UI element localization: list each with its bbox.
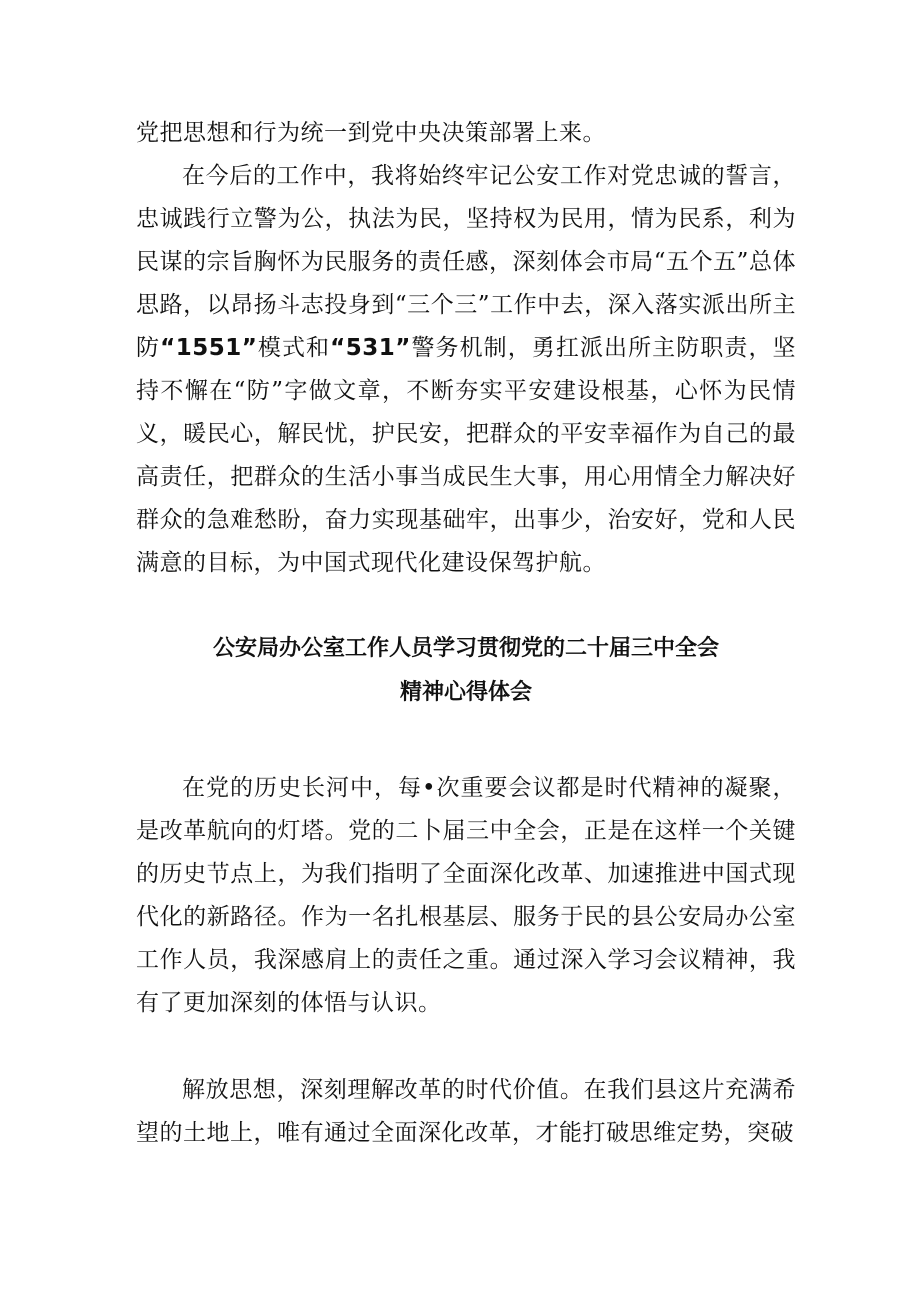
- paragraph-2-part-3: 警务机制，勇扛派出所主防职责，坚持不懈在“防”字做文章，不断夯实平安建设根基，心怀为民情义，暖民心，解民忧，护民安，把群众的平安幸福作为自己的最高责任，把群众的生活小事当成民生大事，用心用情全力解决好群众的急难愁盼，奋力实现基础牢，出事少，治安好，党和人民满意的目标，为中国式现代化建设保驾护航。: [136, 335, 797, 576]
- document-page: [136, 112, 796, 1155]
- spacer: [136, 1025, 796, 1069]
- paragraph-2-part-2: 模式和: [257, 335, 331, 361]
- article-title-line-1: 公安局办公室工作人员学习贯彻党的二十届三中全会: [212, 636, 719, 661]
- paragraph-3: 在党的历史长河中，每•次重要会议都是时代精神的凝聚，是改革航向的灯塔。党的二卜届三中全会，正是在这样一个关键的历史节点上，为我们指明了全面深化改革、加速推进中国式现代化的新路径。作为一名扎根基层、服务于民的县公安局办公室工作人员，我深感肩上的责任之重。通过深入学习会议精神，我有了更加深刻的体悟与认识。: [136, 775, 796, 1016]
- mode-number-1551: “1551”: [160, 335, 258, 361]
- spacer: [136, 585, 796, 627]
- paragraph-2: [136, 155, 796, 585]
- paragraph-1: 党把思想和行为统一到党中央决策部署上来。: [136, 120, 606, 146]
- paragraph-2-part-1: 在今后的工作中，我将始终牢记公安工作对党忠诚的誓言，忠诚践行立警为公，执法为民，坚持权为民用，情为民系，利为民谋的宗旨胸怀为民服务的责任感，深刻体会市局“五个五”总体思路，以昂扬斗志投身到“三个三”工作中去，深入落实派出所主防: [136, 163, 796, 361]
- spacer: [136, 715, 796, 767]
- article-title-line-2: 精神心得体会: [399, 680, 532, 705]
- mechanism-number-531: “531”: [330, 335, 411, 361]
- paragraph-4: 解放思想，深刻理解改革的时代价值。在我们县这片充满希望的土地上，唯有通过全面深化改革，才能打破思维定势，突破: [136, 1077, 796, 1146]
